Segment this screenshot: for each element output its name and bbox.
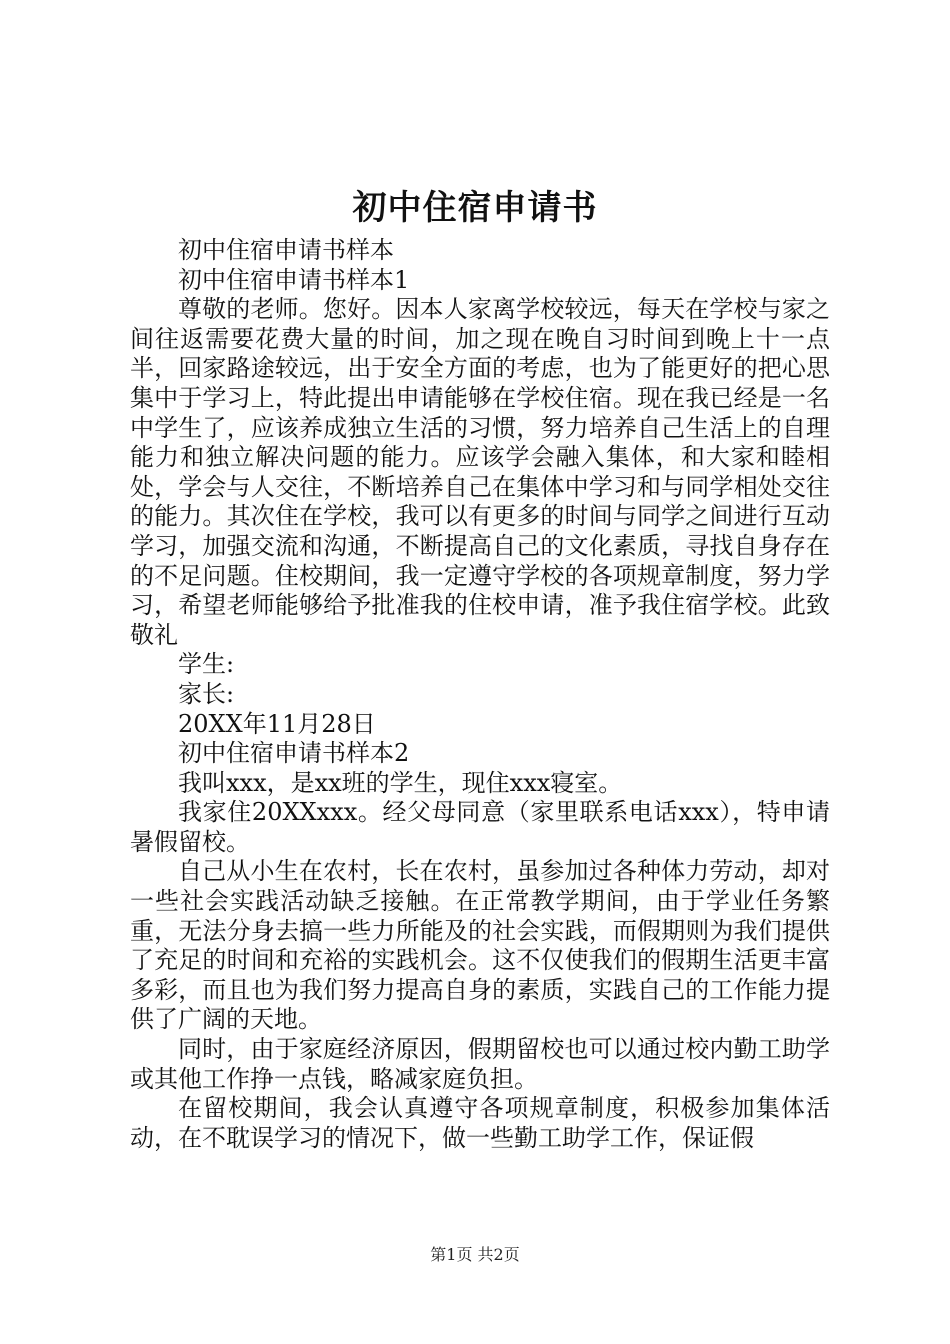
- sample-2-request: 我家住20XXxxx。经父母同意（家里联系电话xxx），特申请暑假留校。: [130, 798, 830, 856]
- sample-2-reason-2: 同时，由于家庭经济原因，假期留校也可以通过校内勤工助学或其他工作挣一点钱，略减家庭负担。: [130, 1035, 830, 1093]
- date-line: 20XX年11月28日: [178, 709, 376, 738]
- document-body: [130, 236, 830, 1153]
- sample-2-reason-1: 自己从小生在农村，长在农村，虽参加过各种体力劳动，却对一些社会实践活动缺乏接触。在正常教学期间，由于学业任务繁重，无法分身去搞一些力所能及的社会实践，而假期则为我们提供了充足的时间和充裕的实践机会。这不仅使我们的假期生活更丰富多彩，而且也为我们努力提高自身的素质，实践自己的工作能力提供了广阔的天地。: [130, 857, 830, 1034]
- sample-2-intro: 我叫xxx，是xx班的学生，现住xxx寝室。: [178, 768, 623, 797]
- sample-heading: 初中住宿申请书样本: [178, 236, 394, 264]
- sample-2-commitment: 在留校期间，我会认真遵守各项规章制度，积极参加集体活动，在不耽误学习的情况下，做一些勤工助学工作，保证假: [130, 1094, 830, 1152]
- parent-signature-line: 家长:: [178, 679, 235, 708]
- page-number-footer: 第1页 共2页: [430, 1245, 520, 1264]
- sample-1-heading: 初中住宿申请书样本1: [178, 265, 410, 294]
- sample-2-heading: 初中住宿申请书样本2: [178, 739, 410, 768]
- document-title: 初中住宿申请书: [352, 188, 598, 228]
- student-signature-line: 学生:: [178, 650, 235, 679]
- sample-1-body: 尊敬的老师。您好。因本人家离学校较远，每天在学校与家之间往返需要花费大量的时间，加之现在晚自习时间到晚上十一点半，回家路途较远，出于安全方面的考虑，也为了能更好的把心思集中于学习上，特此提出申请能够在学校住宿。现在我已经是一名中学生了，应该养成独立生活的习惯，努力培养自己生活上的自理能力和独立解决问题的能力。应该学会融入集体，和大家和睦相处，学会与人交往，不断培养自己在集体中学习和与同学相处交往的能力。其次住在学校，我可以有更多的时间与同学之间进行互动学习，加强交流和沟通，不断提高自己的文化素质，寻找自身存在的不足问题。住校期间，我一定遵守学校的各项规章制度，努力学习，希望老师能够给予批准我的住校申请，准予我住宿学校。此致敬礼: [130, 295, 830, 649]
